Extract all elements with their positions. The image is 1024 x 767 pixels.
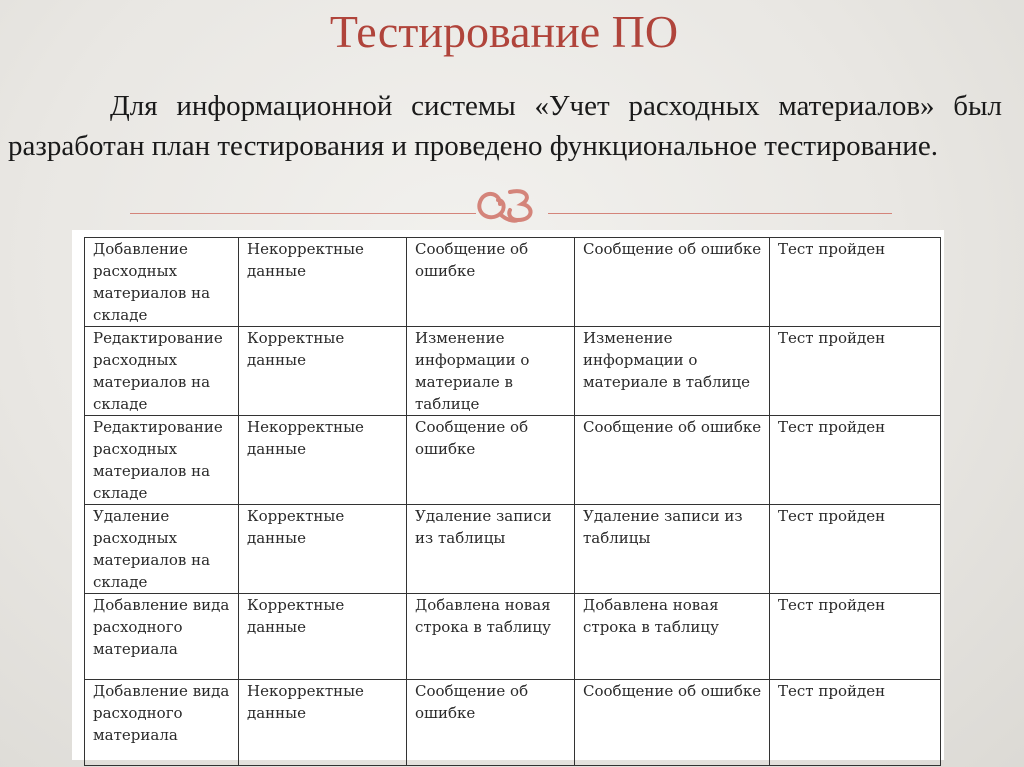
actual-result-cell: Удаление записи из таблицы [575, 505, 770, 594]
expected-result-cell: Удаление записи из таблицы [407, 505, 575, 594]
divider-line-left [130, 213, 476, 214]
expected-result-cell: Сообщение об ошибке [407, 416, 575, 505]
table-row [85, 680, 941, 766]
expected-result-cell: Изменение информации о материале в таблице [407, 327, 575, 416]
operation-cell: Добавление вида расходного материала [85, 594, 239, 680]
expected-result-cell: Добавлена новая строка в таблицу [407, 594, 575, 680]
table-row [85, 416, 941, 505]
operation-cell: Добавление вида расходного материала [85, 680, 239, 766]
status-cell: Тест пройден [770, 416, 941, 505]
actual-result-cell: Добавлена новая строка в таблицу [575, 594, 770, 680]
intro-text: Для информационной системы «Учет расходных материалов» был разработан план тестирования и проведено функциональное тестирование. [8, 90, 1002, 162]
actual-result-cell: Изменение информации о материале в таблице [575, 327, 770, 416]
operation-cell: Удаление расходных материалов на складе [85, 505, 239, 594]
operation-cell: Редактирование расходных материалов на складе [85, 416, 239, 505]
test-results-table [84, 237, 941, 766]
operation-cell: Добавление расходных материалов на складе [85, 238, 239, 327]
actual-result-cell: Сообщение об ошибке [575, 238, 770, 327]
input-data-cell: Некорректные данные [239, 680, 407, 766]
table-row [85, 238, 941, 327]
intro-paragraph [8, 86, 1002, 166]
status-cell: Тест пройден [770, 505, 941, 594]
status-cell: Тест пройден [770, 327, 941, 416]
table-row [85, 594, 941, 680]
operation-cell: Редактирование расходных материалов на складе [85, 327, 239, 416]
input-data-cell: Корректные данные [239, 505, 407, 594]
expected-result-cell: Сообщение об ошибке [407, 238, 575, 327]
test-results-image [72, 230, 944, 760]
divider-line-right [548, 213, 892, 214]
input-data-cell: Некорректные данные [239, 238, 407, 327]
status-cell: Тест пройден [770, 680, 941, 766]
input-data-cell: Корректные данные [239, 594, 407, 680]
slide-title: Тестирование ПО [329, 6, 679, 57]
actual-result-cell: Сообщение об ошибке [575, 416, 770, 505]
table-row [85, 505, 941, 594]
status-cell: Тест пройден [770, 594, 941, 680]
status-cell: Тест пройден [770, 238, 941, 327]
input-data-cell: Некорректные данные [239, 416, 407, 505]
flourish-ornament-icon [470, 180, 554, 228]
expected-result-cell: Сообщение об ошибке [407, 680, 575, 766]
input-data-cell: Корректные данные [239, 327, 407, 416]
actual-result-cell: Сообщение об ошибке [575, 680, 770, 766]
table-row [85, 327, 941, 416]
